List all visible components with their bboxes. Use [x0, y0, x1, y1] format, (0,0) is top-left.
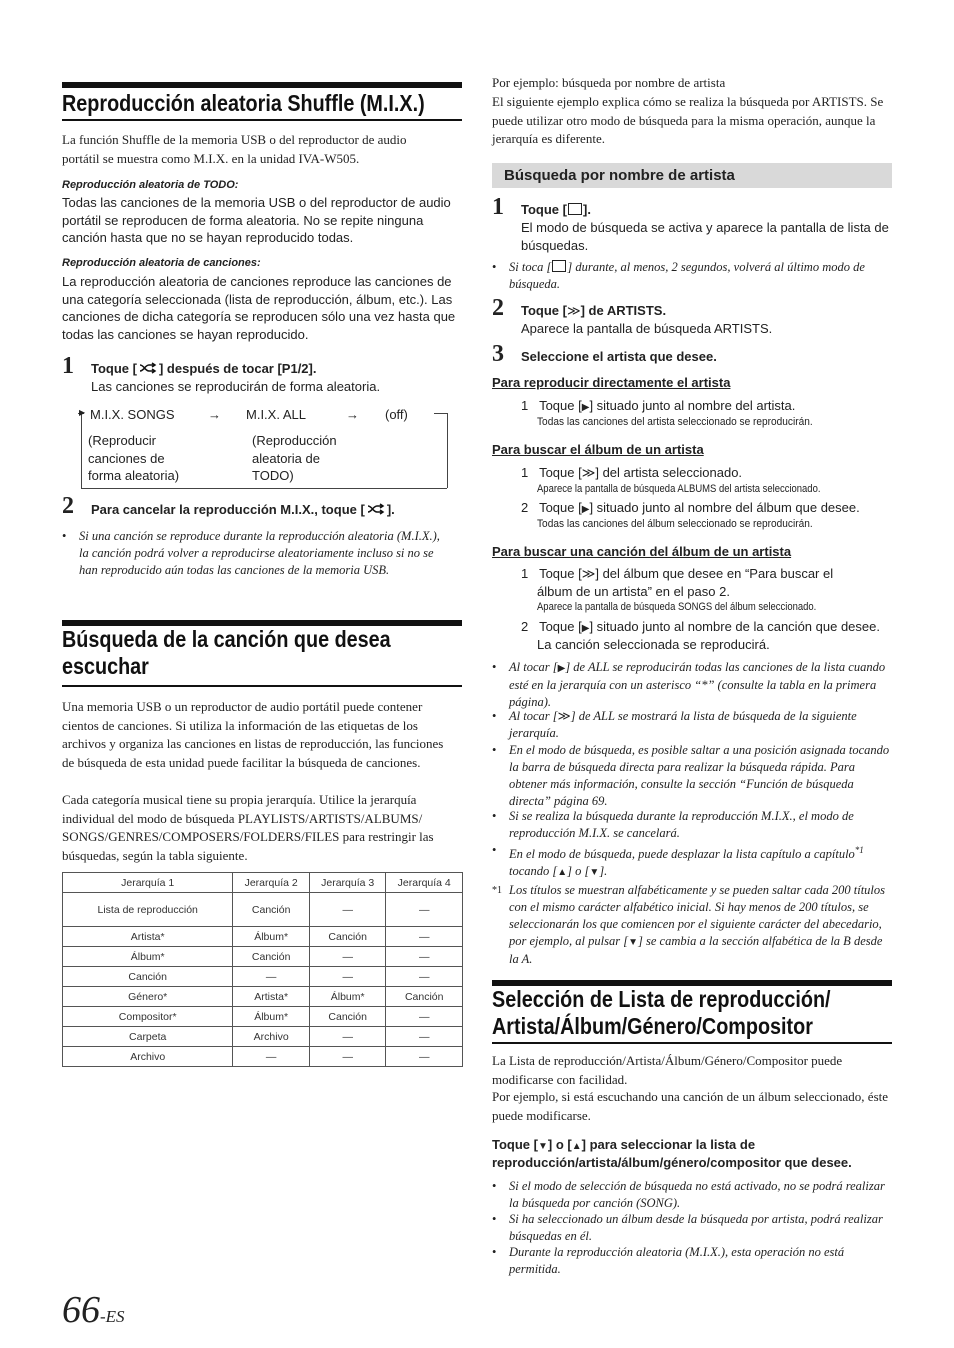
list-item: [521, 499, 860, 519]
mix-all-text: Todas las canciones de la memoria USB o del reproductor de audio portátil se reproducen de forma aleatoria. No se repite ninguna canción hasta que no se hayan reproducido todas.: [62, 195, 451, 245]
table-cell: Canción: [309, 1007, 386, 1027]
step-text: ].: [582, 202, 591, 217]
bullet: •: [492, 809, 497, 823]
table-cell: —: [309, 893, 386, 927]
note-text: Si ha seleccionado un álbum desde la búsqueda por artista, podrá realizar búsquedas en él.: [509, 1212, 883, 1243]
list-item: [521, 618, 880, 638]
note-item: [492, 659, 892, 711]
step-instruction: [521, 201, 591, 218]
step-instruction: [91, 360, 316, 377]
note-item: [492, 742, 892, 810]
shuffle-icon: [137, 361, 159, 375]
bullet: •: [492, 1245, 497, 1259]
note-text: Si se realiza la búsqueda durante la reproducción M.I.X., el modo de reproducción M.I.X. se cancelará.: [509, 809, 854, 840]
table-cell: Canción: [63, 967, 233, 987]
note-item: [492, 259, 892, 293]
table-row: [63, 893, 463, 927]
step-text: ] después de tocar [P1/2].: [158, 361, 317, 376]
step-number: 1: [62, 353, 74, 379]
table-cell: —: [309, 947, 386, 967]
table-cell: Carpeta: [63, 1027, 233, 1047]
note-item: [492, 708, 892, 742]
table-cell: —: [386, 967, 463, 987]
cycle-arrow: →: [346, 407, 359, 422]
list-note: Aparece la pantalla de búsqueda SONGS del álbum seleccionado.: [537, 601, 817, 613]
page-number-suffix: -ES: [100, 1307, 125, 1326]
list-item: [521, 397, 795, 417]
note-item: [492, 808, 892, 842]
desc-line: canciones de: [88, 450, 165, 466]
table-row: [63, 967, 463, 987]
list-text: ] del artista seleccionado.: [595, 465, 743, 480]
step-text: Toque [: [492, 1137, 538, 1152]
table-cell: Canción: [233, 893, 310, 927]
step-instruction: Seleccione el artista que desee.: [521, 349, 717, 364]
diagram-line: [434, 413, 448, 414]
desc-line: aleatoria de: [252, 450, 320, 466]
note-text: Durante la reproducción aleatoria (M.I.X.), esta operación no está permitida.: [509, 1245, 845, 1276]
section-rule: [62, 82, 462, 88]
example-title: Por ejemplo: búsqueda por nombre de artista: [492, 75, 726, 90]
title-line: Búsqueda de la canción que desea: [62, 626, 391, 652]
list-note: Todas las canciones del álbum seleccionado se reproducirán.: [537, 518, 813, 530]
step-text: ] o [: [547, 1137, 572, 1152]
table-cell: —: [309, 1027, 386, 1047]
hierarchy-table: [62, 872, 463, 1067]
page-number-value: 66: [62, 1289, 100, 1331]
note-text: En el modo de búsqueda, es posible saltar a una posición asignada tocando la barra de búsqueda directa para realizar la búsqueda rápida. Para obtener más información, consulte la sección “Función de búsqueda directa” página 69.: [509, 743, 890, 808]
desc-line: forma aleatoria): [88, 468, 180, 483]
mix-cycle-diagram: [78, 404, 450, 492]
note-text: ] de ALL se mostrará la lista de búsqueda de la siguiente jerarquía.: [509, 709, 857, 740]
note-text: Al tocar [: [509, 660, 558, 674]
table-header-row: [63, 873, 463, 893]
step-text: Toque [: [521, 202, 567, 217]
table-cell: Lista de reproducción: [63, 893, 233, 927]
list-item: [521, 464, 742, 482]
note-text: ] o [: [567, 864, 590, 879]
diagram-line: [447, 413, 448, 488]
section-title-selection: [492, 986, 831, 1040]
subsection-title: Para buscar el álbum de un artista: [492, 442, 704, 457]
selection-para-2: Por ejemplo, si está escuchando una canción de un álbum seleccionado, éste puede modificarse.: [492, 1089, 889, 1123]
page-down-icon: ▼: [589, 867, 600, 879]
next-level-icon: ≫: [566, 303, 581, 318]
step-instruction: [91, 501, 395, 518]
search-icon: [568, 203, 582, 215]
shuffle-intro: La función Shuffle de la memoria USB o del reproductor de audio portátil se muestra como M.I.X. en la unidad IVA-W505.: [62, 132, 407, 166]
play-icon: ▶: [557, 663, 566, 674]
list-item: [521, 565, 833, 583]
note-item: [492, 842, 892, 881]
table-header: Jerarquía 1: [63, 873, 233, 893]
step-description: Las canciones se reproducirán de forma aleatoria.: [91, 379, 381, 394]
table-row: [63, 987, 463, 1007]
diagram-line: [81, 413, 82, 488]
step-description: Aparece la pantalla de búsqueda ARTISTS.: [521, 321, 773, 336]
step-instruction: [521, 302, 666, 319]
section-title-search: [62, 626, 391, 680]
table-cell: —: [386, 1027, 463, 1047]
note-item: [492, 1211, 892, 1245]
desc-line: TODO): [252, 468, 294, 483]
footnote-ref: *1: [854, 845, 864, 855]
table-cell: —: [386, 947, 463, 967]
note-item: [62, 528, 451, 579]
bullet: •: [492, 743, 497, 757]
search-para-1: Una memoria USB o un reproductor de audio portátil puede contener cientos de canciones. Si utiliza la información de las etiquetas de los archivos y organiza las canciones en listas de reproducción, las funciones de búsqueda de esta unidad puede facilitar la búsqueda de canciones.: [62, 699, 444, 770]
note-text: En el modo de búsqueda, puede desplazar la lista capítulo a capítulo: [509, 847, 855, 862]
list-text: Toque [: [539, 619, 582, 634]
note-text: Si el modo de selección de búsqueda no está activado, no se podrá realizar la búsqueda por canción (SONG).: [509, 1179, 885, 1210]
page-up-icon: ▲: [571, 1141, 582, 1152]
step-text: Toque [: [91, 361, 137, 376]
list-note: Aparece la pantalla de búsqueda ALBUMS del artista seleccionado.: [537, 483, 821, 495]
list-number: 2: [521, 619, 529, 634]
table-cell: Álbum*: [63, 947, 233, 967]
footnote-mark: *1: [492, 885, 502, 896]
table-cell: Género*: [63, 987, 233, 1007]
mix-songs-desc: [88, 432, 179, 485]
selection-instruction: [492, 1136, 755, 1155]
section-rule: [62, 685, 462, 687]
note-text: ] de ALL se reproducirán todas las canciones de la lista cuando esté en la jerarquía con un asterisco “*” (consulte la tabla en la primera página).: [509, 660, 886, 709]
list-number: 2: [521, 500, 529, 515]
list-text: Toque [: [539, 398, 582, 413]
next-level-icon: ≫: [557, 709, 571, 723]
note-text: Si una canción se reproduce durante la reproducción aleatoria (M.I.X.), la canción podrá volver a reproducirse aleatoriamente incluso si no se han reproducido aún todas las canciones de la memoria USB.: [79, 529, 440, 577]
note-text: ].: [599, 864, 608, 879]
note-item: [492, 1244, 892, 1278]
mix-songs-text: La reproducción aleatoria de canciones reproduce las canciones de una categoría seleccionada (lista de reproducción, álbum, etc.). Las canciones de dicha categoría se reproducen sólo una vez hasta que todas las canciones se hayan reproducido.: [62, 274, 456, 342]
table-row: [63, 1047, 463, 1067]
bullet: •: [492, 1212, 497, 1226]
table-cell: —: [309, 1047, 386, 1067]
play-icon: ▶: [581, 623, 590, 634]
note-text: tocando [: [509, 864, 558, 879]
step-text: ] para seleccionar la lista de: [581, 1137, 756, 1152]
example-text: El siguiente ejemplo explica cómo se realiza la búsqueda por ARTISTS. Se puede utilizar otro modo de búsqueda para la misma operación, aunque la jerarquía es diferente.: [492, 94, 884, 146]
table-row: [63, 947, 463, 967]
note-item: [492, 1178, 892, 1212]
list-text: Toque [: [539, 566, 582, 581]
table-header: Jerarquía 3: [309, 873, 386, 893]
table-cell: Canción: [233, 947, 310, 967]
table-cell: —: [386, 1047, 463, 1067]
step-text: ].: [386, 502, 395, 517]
list-text: Toque [: [539, 465, 582, 480]
table-cell: —: [233, 1047, 310, 1067]
table-header: Jerarquía 2: [233, 873, 310, 893]
mix-songs-label: M.I.X. SONGS: [90, 407, 175, 422]
footnote: [492, 882, 892, 968]
list-text: Toque [: [539, 500, 582, 515]
table-cell: Archivo: [63, 1047, 233, 1067]
table-cell: Álbum*: [309, 987, 386, 1007]
sub-title-mix-songs: Reproducción aleatoria de canciones:: [62, 257, 261, 269]
step-number: 2: [62, 493, 74, 519]
table-cell: —: [386, 927, 463, 947]
bullet: •: [62, 529, 67, 543]
step-number: 3: [492, 341, 504, 367]
page-down-icon: ▼: [537, 1141, 548, 1152]
footnote-text: Los títulos se muestran alfabéticamente y se pueden saltar cada 200 títulos con el mismo carácter alfabético inicial. Si hay menos de 200 títulos, se seleccionarán los que comiencen por el siguiente carácter del abecedario, por ejemplo, al pulsar [: [509, 883, 886, 948]
list-number: 1: [521, 398, 529, 413]
list-text: ] situado junto al nombre de la canción que desee.: [589, 619, 880, 634]
table-row: [63, 1007, 463, 1027]
list-note: Todas las canciones del artista seleccionado se reproducirán.: [537, 416, 813, 428]
step-description: El modo de búsqueda se activa y aparece la pantalla de lista de búsquedas.: [521, 220, 889, 253]
selection-instruction-line2: reproducción/artista/álbum/género/compositor que desee.: [492, 1155, 852, 1170]
diagram-line: [81, 488, 447, 489]
arrow-right-icon: ▶: [79, 408, 86, 417]
footnote-text: ] se cambia a la sección alfabética de la B desde la A.: [509, 934, 883, 966]
table-row: [63, 1027, 463, 1047]
note-text: Si toca [: [509, 260, 552, 274]
play-icon: ▶: [581, 504, 590, 515]
bullet: •: [492, 1179, 497, 1193]
mix-all-label: M.I.X. ALL: [246, 407, 306, 422]
title-line: Selección de Lista de reproducción/: [492, 986, 831, 1012]
cycle-arrow: →: [208, 407, 221, 422]
table-cell: —: [386, 893, 463, 927]
hierarchy-table-wrap: [62, 872, 463, 1067]
section-rule: [62, 119, 462, 121]
sub-title-mix-all: Reproducción aleatoria de TODO:: [62, 179, 239, 191]
table-cell: —: [309, 967, 386, 987]
page-up-icon: ▲: [557, 867, 568, 879]
table-cell: —: [233, 967, 310, 987]
section-title-shuffle: Reproducción aleatoria Shuffle (M.I.X.): [62, 90, 425, 116]
title-line: Artista/Álbum/Género/Compositor: [492, 1013, 813, 1039]
list-text: ] situado junto al nombre del álbum que desee.: [589, 500, 860, 515]
table-cell: Archivo: [233, 1027, 310, 1047]
subsection-bar: Búsqueda por nombre de artista: [492, 163, 892, 188]
table-cell: Compositor*: [63, 1007, 233, 1027]
step-text: Toque [: [521, 303, 567, 318]
search-para-2: Cada categoría musical tiene su propia jerarquía. Utilice la jerarquía individual del modo de búsqueda PLAYLISTS/ARTISTS/ALBUMS/ SONGS/GENRES/COMPOSERS/FOLDERS/FILES para restringir las búsquedas, según la tabla siguiente.: [62, 792, 434, 863]
mix-all-desc: [252, 432, 337, 485]
step-text: ] de ARTISTS.: [580, 303, 667, 318]
section-rule: [492, 1042, 892, 1044]
step-text: Para cancelar la reproducción M.I.X., toque [: [91, 502, 365, 517]
list-text: ] del álbum que desee en “Para buscar el: [595, 566, 834, 581]
bullet: •: [492, 709, 497, 723]
mix-off-label: (off): [385, 407, 408, 422]
bullet: •: [492, 843, 497, 857]
table-cell: Canción: [309, 927, 386, 947]
table-header: Jerarquía 4: [386, 873, 463, 893]
table-cell: —: [386, 1007, 463, 1027]
table-cell: Artista*: [233, 987, 310, 1007]
title-line: escuchar: [62, 653, 149, 679]
page-number: [62, 1290, 125, 1330]
list-text: La canción seleccionada se reproducirá.: [537, 637, 770, 652]
search-icon: [552, 260, 566, 272]
note-text: ] durante, al menos, 2 segundos, volverá al último modo de búsqueda.: [509, 260, 865, 291]
subsection-title: Para buscar una canción del álbum de un artista: [492, 544, 792, 559]
next-level-icon: ≫: [581, 465, 596, 480]
list-text: ] situado junto al nombre del artista.: [589, 398, 796, 413]
bullet: •: [492, 660, 497, 674]
table-cell: Artista*: [63, 927, 233, 947]
table-cell: Canción: [386, 987, 463, 1007]
next-level-icon: ≫: [581, 566, 596, 581]
step-number: 1: [492, 194, 504, 220]
desc-line: (Reproducción: [252, 433, 337, 448]
play-icon: ▶: [581, 402, 590, 413]
subsection-title: Para reproducir directamente el artista: [492, 375, 731, 390]
shuffle-icon: [365, 502, 387, 516]
step-number: 2: [492, 295, 504, 321]
table-cell: Álbum*: [233, 927, 310, 947]
page-down-icon: ▼: [628, 937, 639, 948]
note-text: Al tocar [: [509, 709, 558, 723]
table-row: [63, 927, 463, 947]
list-number: 1: [521, 566, 529, 581]
bullet: •: [492, 260, 497, 274]
table-cell: Álbum*: [233, 1007, 310, 1027]
selection-para-1: La Lista de reproducción/Artista/Álbum/Género/Compositor puede modificarse con facilidad.: [492, 1053, 843, 1087]
list-number: 1: [521, 465, 529, 480]
list-text: álbum de un artista” en el paso 2.: [537, 584, 730, 599]
desc-line: (Reproducir: [88, 433, 156, 448]
